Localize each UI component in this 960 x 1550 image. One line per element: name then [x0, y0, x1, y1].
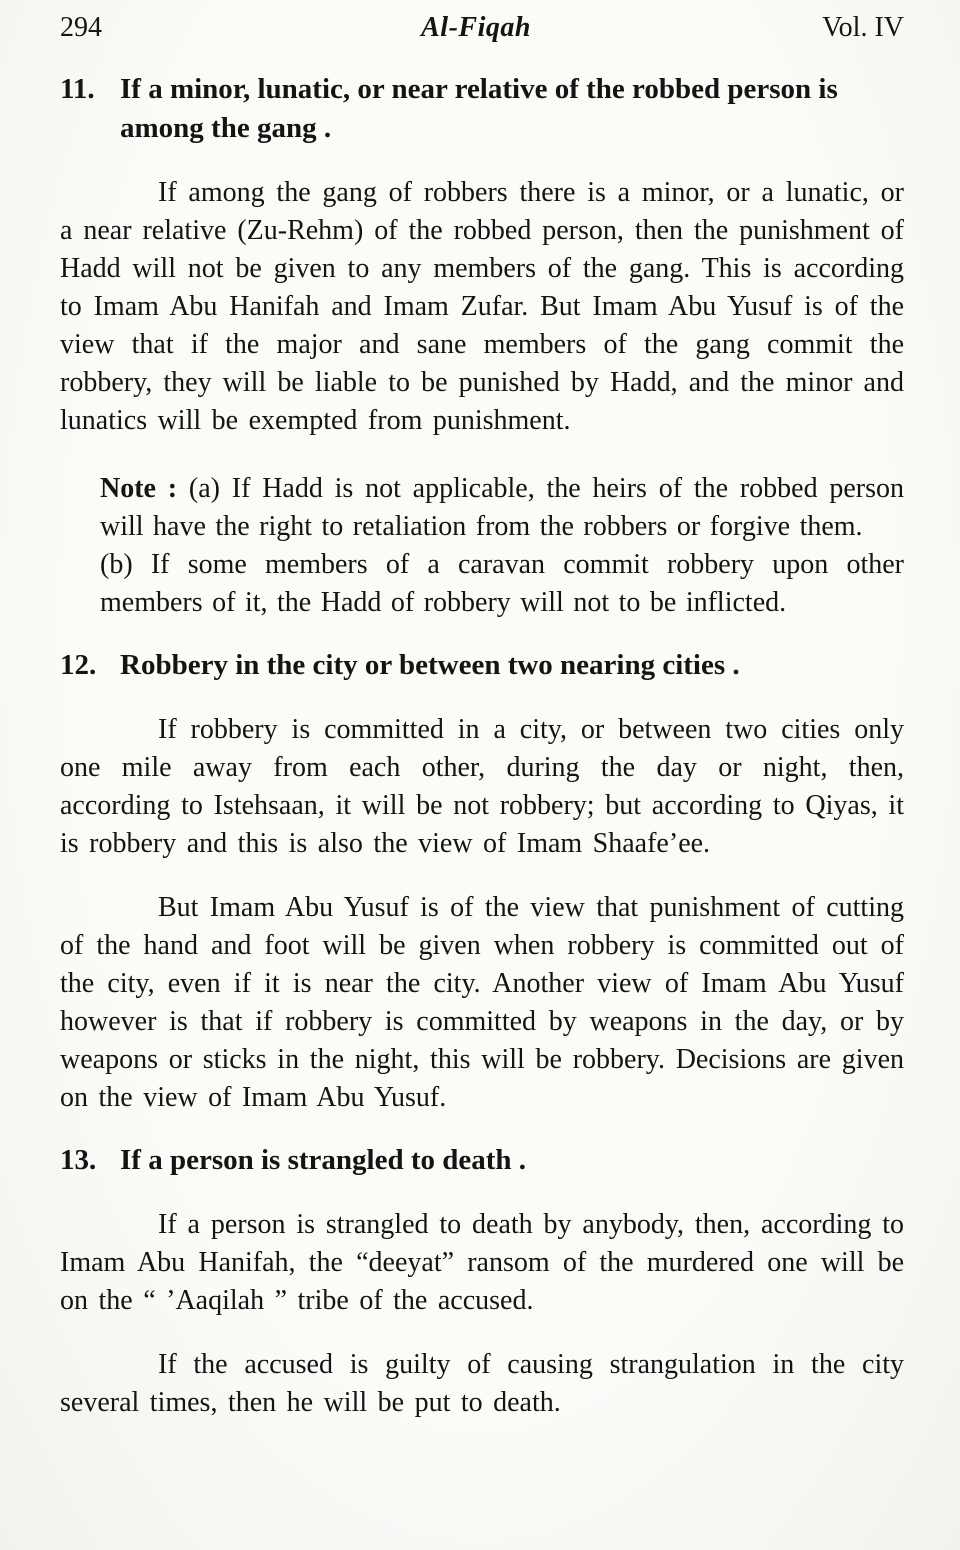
note-block — [100, 470, 904, 622]
note-line-a — [100, 470, 904, 546]
section-heading-text: If a minor, lunatic, or near relative of the robbed person is among the gang . — [120, 73, 838, 144]
section-12 — [60, 646, 904, 1117]
section-heading — [60, 70, 904, 148]
volume-label: Vol. IV — [822, 12, 904, 43]
book-title: Al-Fiqah — [421, 12, 531, 43]
note-item-a: (a) If Hadd is not applicable, the heirs of the robbed person will have the right to retaliation from the robbers or forgive them. — [100, 473, 905, 542]
page-header — [60, 10, 904, 46]
section-heading — [60, 646, 904, 685]
page-number: 294 — [60, 12, 102, 43]
note-label: Note : — [100, 473, 178, 504]
paragraph: If robbery is committed in a city, or between two cities only one mile away from each other, during the day or night, then, according to Istehsaan, it will be not robbery; but according to Qiyas, it is robbery and this is also the view of Imam Shaafe’ee. — [60, 714, 904, 859]
paragraph: If among the gang of robbers there is a minor, or a lunatic, or a near relative (Zu-Rehm) of the robbed person, then the punishment of Hadd will not be given to any members of the gang. This is according to Imam Abu Hanifah and Imam Zufar. But Imam Abu Yusuf is of the view that if the major and sane members of the gang commit the robbery, they will be liable to be punished by Hadd, and the minor and lunatics will be exempted from punishment. — [60, 177, 904, 436]
paragraph: If a person is strangled to death by anybody, then, according to Imam Abu Hanifah, the “deeyat” ransom of the murdered one will be on the “ ’Aaqilah ” tribe of the accused. — [60, 1209, 904, 1316]
section-heading-text: Robbery in the city or between two nearing cities . — [120, 649, 740, 681]
section-number: 13. — [60, 1144, 97, 1176]
section-13 — [60, 1141, 904, 1422]
section-heading — [60, 1141, 904, 1180]
note-line-b — [100, 546, 904, 622]
section-heading-text: If a person is strangled to death . — [120, 1144, 527, 1176]
section-11 — [60, 70, 904, 622]
section-number: 11. — [60, 73, 95, 105]
paragraph: If the accused is guilty of causing strangulation in the city several times, then he will be put to death. — [60, 1349, 904, 1418]
section-number: 12. — [60, 649, 97, 681]
paragraph: But Imam Abu Yusuf is of the view that punishment of cutting of the hand and foot will be given when robbery is committed out of the city, even if it is near the city. Another view of Imam Abu Yusuf however is that if robbery is committed by weapons in the day, or by weapons or sticks in the night, this will be robbery. Decisions are given on the view of Imam Abu Yusuf. — [60, 892, 904, 1113]
note-item-b: (b) If some members of a caravan commit robbery upon other members of it, the Hadd of robbery will not to be inflicted. — [100, 549, 904, 618]
